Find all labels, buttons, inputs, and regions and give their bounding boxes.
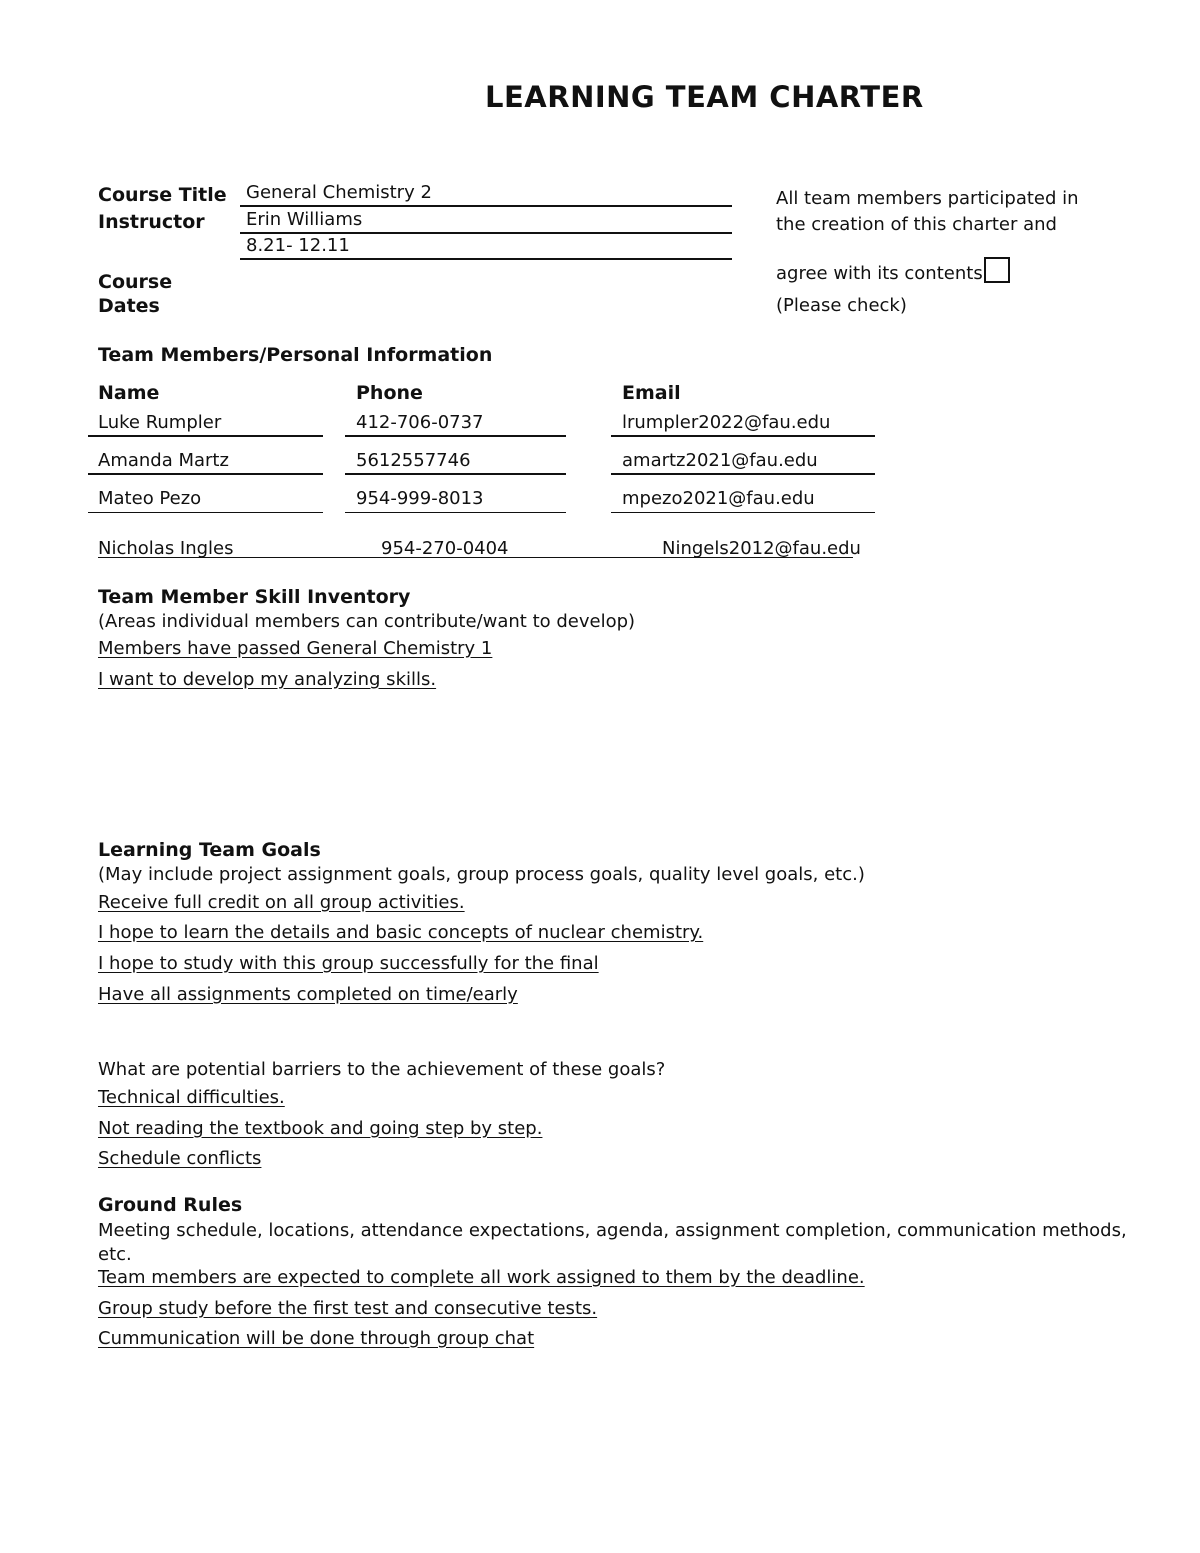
course-title-label: Course Title: [98, 184, 227, 206]
goal-item[interactable]: I hope to study with this group successfully for the final: [98, 953, 599, 974]
column-header-email: Email: [622, 382, 681, 404]
instructor-underline: [240, 232, 732, 234]
member-name-underline: [88, 512, 323, 513]
goal-item[interactable]: Receive full credit on all group activities.: [98, 892, 465, 913]
ground-rules-heading: Ground Rules: [98, 1194, 243, 1216]
member-phone[interactable]: 5612557746: [356, 450, 471, 471]
member-email[interactable]: mpezo2021@fau.edu: [622, 488, 815, 509]
barriers-question: What are potential barriers to the achievement of these goals?: [98, 1059, 666, 1080]
team-goals-heading: Learning Team Goals: [98, 839, 321, 861]
instructor-field[interactable]: Erin Williams: [246, 209, 363, 230]
course-dates-field[interactable]: 8.21- 12.11: [246, 235, 350, 256]
goal-item[interactable]: I hope to learn the details and basic concepts of nuclear chemistry.: [98, 922, 704, 943]
member-name[interactable]: Nicholas Ingles: [98, 538, 234, 559]
team-goals-subheading: (May include project assignment goals, group process goals, quality level goals, etc.): [98, 864, 865, 885]
course-title-field[interactable]: General Chemistry 2: [246, 182, 432, 203]
skill-inventory-subheading: (Areas individual members can contribute/want to develop): [98, 611, 636, 632]
instructor-label: Instructor: [98, 211, 205, 233]
agreement-text-line2: the creation of this charter and: [776, 214, 1057, 235]
member-email[interactable]: lrumpler2022@fau.edu: [622, 412, 831, 433]
course-title-underline: [240, 205, 732, 207]
course-dates-label-line1: Course: [98, 271, 173, 293]
member-phone-underline: [345, 435, 566, 437]
team-members-heading: Team Members/Personal Information: [98, 344, 493, 366]
skill-item[interactable]: Members have passed General Chemistry 1: [98, 638, 493, 659]
member-phone-underline: [345, 512, 566, 513]
rule-item[interactable]: Cummunication will be done through group chat: [98, 1328, 535, 1349]
goal-item[interactable]: Have all assignments completed on time/early: [98, 984, 518, 1005]
member-name-underline: [88, 435, 323, 437]
member-email[interactable]: Ningels2012@fau.edu: [662, 538, 861, 559]
member-email-underline: [611, 473, 875, 475]
agreement-text-line1: All team members participated in: [776, 188, 1079, 209]
member-phone[interactable]: 412-706-0737: [356, 412, 484, 433]
course-dates-underline: [240, 258, 732, 260]
agreement-checkbox[interactable]: [984, 257, 1010, 283]
agreement-text-line4: (Please check): [776, 295, 907, 316]
skill-inventory-heading: Team Member Skill Inventory: [98, 586, 411, 608]
rule-item[interactable]: Team members are expected to complete all work assigned to them by the deadline.: [98, 1267, 865, 1288]
member-name-underline: [88, 473, 323, 475]
member-email[interactable]: amartz2021@fau.edu: [622, 450, 818, 471]
member-email-underline: [611, 512, 875, 513]
course-dates-label-line2: Dates: [98, 295, 160, 317]
member-name[interactable]: Mateo Pezo: [98, 488, 202, 509]
skill-item[interactable]: I want to develop my analyzing skills.: [98, 669, 437, 690]
ground-rules-subheading-line1: Meeting schedule, locations, attendance expectations, agenda, assignment completion, communication methods,: [98, 1220, 1127, 1241]
member-name[interactable]: Luke Rumpler: [98, 412, 222, 433]
barrier-item[interactable]: Schedule conflicts: [98, 1148, 262, 1169]
member-email-underline: [611, 435, 875, 437]
agreement-text-line3: agree with its contents: [776, 263, 983, 284]
column-header-name: Name: [98, 382, 160, 404]
ground-rules-subheading-line2: etc.: [98, 1244, 132, 1265]
barrier-item[interactable]: Not reading the textbook and going step by step.: [98, 1118, 543, 1139]
page-title: LEARNING TEAM CHARTER: [485, 80, 924, 114]
member-phone[interactable]: 954-270-0404: [381, 538, 509, 559]
barrier-item[interactable]: Technical difficulties.: [98, 1087, 285, 1108]
column-header-phone: Phone: [356, 382, 423, 404]
member-name[interactable]: Amanda Martz: [98, 450, 229, 471]
rule-item[interactable]: Group study before the first test and consecutive tests.: [98, 1298, 598, 1319]
member-phone[interactable]: 954-999-8013: [356, 488, 484, 509]
member-phone-underline: [345, 473, 566, 475]
